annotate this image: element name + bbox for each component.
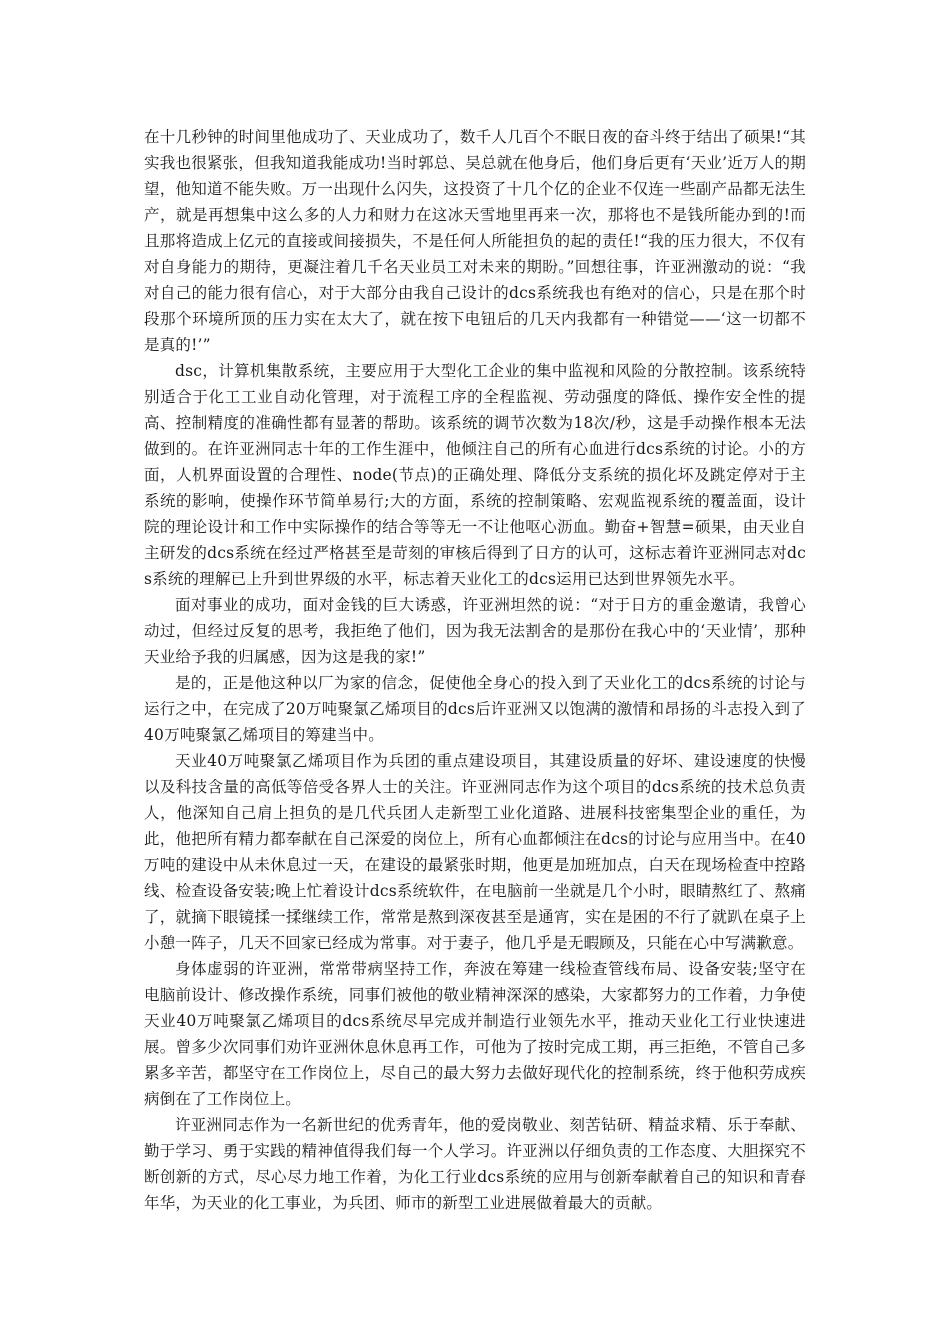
paragraph-6: 身体虚弱的许亚洲，常常带病坚持工作，奔波在筹建一线检查管线布局、设备安装;坚守在电脑前设计、修改操作系统，同事们被他的敬业精神深深的感染，大家都努力的工作着，力争使天业40万吨聚氯乙烯项目的dcs系统尽早完成并制造行业领先水平，推动天业化工行业快速进展。曾多少次同事们劝许亚洲休息休息再工作，可他为了按时完成工期，再三拒绝，不管自己多累多辛苦，都坚守在工作岗位上，尽自己的最大努力去做好现代化的控制系统，终于他积劳成疾病倒在了工作岗位上。: [144, 960, 806, 1108]
article-body: [144, 124, 806, 1216]
paragraph-4: 是的，正是他这种以厂为家的信念，促使他全身心的投入到了天业化工的dcs系统的讨论与运行之中，在完成了20万吨聚氯乙烯项目的dcs后许亚洲又以饱满的激情和昂扬的斗志投入到了40万吨聚氯乙烯项目的筹建当中。: [144, 674, 806, 744]
paragraph-1: 在十几秒钟的时间里他成功了、天业成功了，数千人几百个不眠日夜的奋斗终于结出了硕果!“其实我也很紧张，但我知道我能成功!当时郭总、吴总就在他身后，他们身后更有‘天业’近万人的期望，他知道不能失败。万一出现什么闪失，这投资了十几个亿的企业不仅连一些副产品都无法生产，就是再想集中这么多的人力和财力在这冰天雪地里再来一次，那将也不是钱所能办到的!而且那将造成上亿元的直接或间接损失，不是任何人所能担负的起的责任!“我的压力很大，不仅有对自身能力的期待，更凝注着几千名天业员工对未来的期盼。”回想往事，许亚洲激动的说：“我对自己的能力很有信心，对于大部分由我自己设计的dcs系统我也有绝对的信心，只是在那个时段那个环境所顶的压力实在太大了，就在按下电钮后的几天内我都有一种错觉——‘这一切都不是真的!’”: [144, 128, 806, 354]
paragraph-3: 面对事业的成功，面对金钱的巨大诱惑，许亚洲坦然的说：“对于日方的重金邀请，我曾心动过，但经过反复的思考，我拒绝了他们，因为我无法割舍的是那份在我心中的‘天业情’，那种天业给予我的归属感，因为这是我的家!”: [144, 596, 806, 666]
paragraph-5: 天业40万吨聚氯乙烯项目作为兵团的重点建设项目，其建设质量的好坏、建设速度的快慢以及科技含量的高低等倍受各界人士的关注。许亚洲同志作为这个项目的dcs系统的技术总负责人，他深知自己肩上担负的是几代兵团人走新型工业化道路、进展科技密集型企业的重任，为此，他把所有精力都奉献在自己深爱的岗位上，所有心血都倾注在dcs的讨论与应用当中。在40万吨的建设中从未休息过一天，在建设的最紧张时期，他更是加班加点，白天在现场检查中控路线、检查设备安装;晚上忙着设计dcs系统软件，在电脑前一坐就是几个小时，眼睛熬红了、熬痛了，就摘下眼镜揉一揉继续工作，常常是熬到深夜甚至是通宵，实在是困的不行了就趴在桌子上小憩一阵子，几天不回家已经成为常事。对于妻子，他几乎是无暇顾及，只能在心中写满歉意。: [144, 752, 806, 952]
paragraph-7: 许亚洲同志作为一名新世纪的优秀青年，他的爱岗敬业、刻苦钻研、精益求精、乐于奉献、勤于学习、勇于实践的精神值得我们每一个人学习。许亚洲以仔细负责的工作态度、大胆探究不断创新的方式，尽心尽力地工作着，为化工行业dcs系统的应用与创新奉献着自己的知识和青春年华，为天业的化工事业，为兵团、师市的新型工业进展做着最大的贡献。: [144, 1116, 806, 1212]
paragraph-2: dsc，计算机集散系统，主要应用于大型化工企业的集中监视和风险的分散控制。该系统特别适合于化工工业自动化管理，对于流程工序的全程监视、劳动强度的降低、操作安全性的提高、控制精度的准确性都有显著的帮助。该系统的调节次数为18次/秒，这是手动操作根本无法做到的。在许亚洲同志十年的工作生涯中，他倾注自己的所有心血进行dcs系统的讨论。小的方面，人机界面设置的合理性、node(节点)的正确处理、降低分支系统的损化坏及跳定停对于主系统的影响，使操作环节简单易行;大的方面，系统的控制策略、宏观监视系统的覆盖面，设计院的理论设计和工作中实际操作的结合等等无一不让他呕心沥血。勤奋+智慧=硕果，由天业自主研发的dcs系统在经过严格甚至是苛刻的审核后得到了日方的认可，这标志着许亚洲同志对dcs系统的理解已上升到世界级的水平，标志着天业化工的dcs运用已达到世界领先水平。: [144, 362, 806, 588]
